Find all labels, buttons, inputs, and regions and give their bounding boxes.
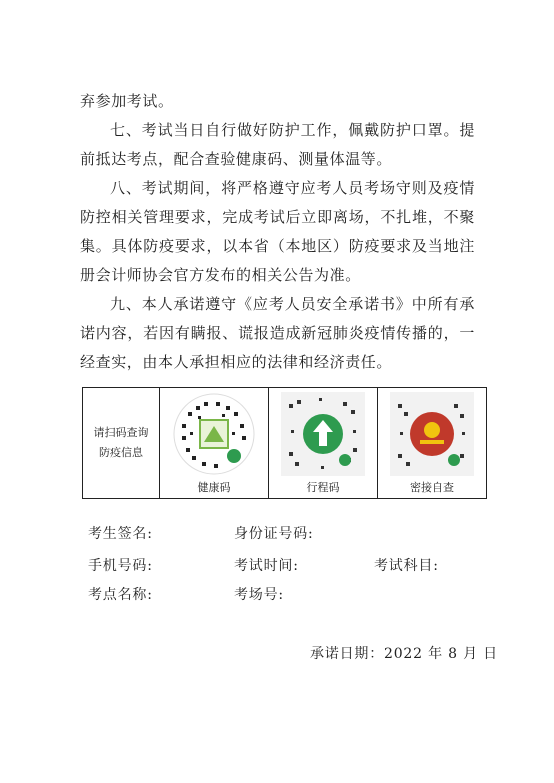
qr-cell-health: [160, 388, 269, 499]
candidate-signature-label: 考生签名:: [88, 526, 153, 542]
qr-label-line2: 防疫信息: [99, 446, 143, 459]
qr-label-line1: 请扫码查询: [93, 426, 149, 439]
exam-site-label: 考点名称:: [88, 587, 153, 603]
id-number-label: 身份证号码:: [234, 526, 314, 542]
qr-table-label: [83, 388, 160, 499]
trip-code-qr[interactable]: [281, 392, 365, 476]
mini-program-icon: [227, 449, 241, 463]
paragraph-item-9: 九、本人承诺遵守《应考人员安全承诺书》中所有承诺内容，若因有瞒报、谎报造成新冠肺炎疫情传播的，一经查实，由本人承担相应的法律和经济责任。: [80, 295, 475, 371]
health-code-qr[interactable]: [172, 392, 256, 476]
commitment-date: 承诺日期：2022 年 8 月 日: [310, 646, 498, 662]
qr-caption-trip: 行程码: [306, 481, 340, 494]
qr-cell-trip: [269, 388, 378, 499]
contact-check-qr[interactable]: [390, 392, 474, 476]
qr-caption-contact: 密接自查: [410, 481, 454, 494]
qr-cell-contact: [378, 388, 487, 499]
phone-number-label: 手机号码:: [88, 558, 153, 574]
paragraph-item-7: 七、考试当日自行做好防护工作，佩戴防护口罩。提前抵达考点，配合查验健康码、测量体温等。: [80, 121, 475, 168]
exam-room-label: 考场号:: [234, 587, 284, 603]
exam-subject-label: 考试科目:: [374, 558, 439, 574]
qr-caption-health: 健康码: [197, 481, 231, 494]
paragraph-tail: 弃参加考试。: [80, 92, 174, 110]
paragraph-item-8: 八、考试期间，将严格遵守应考人员考场守则及疫情防控相关管理要求，完成考试后立即离场，不扎堆，不聚集。具体防疫要求，以本省（本地区）防疫要求及当地注册会计师协会官方发布的相关公告为准。: [80, 179, 475, 284]
qr-code-table: [82, 387, 487, 499]
exam-time-label: 考试时间:: [234, 558, 299, 574]
